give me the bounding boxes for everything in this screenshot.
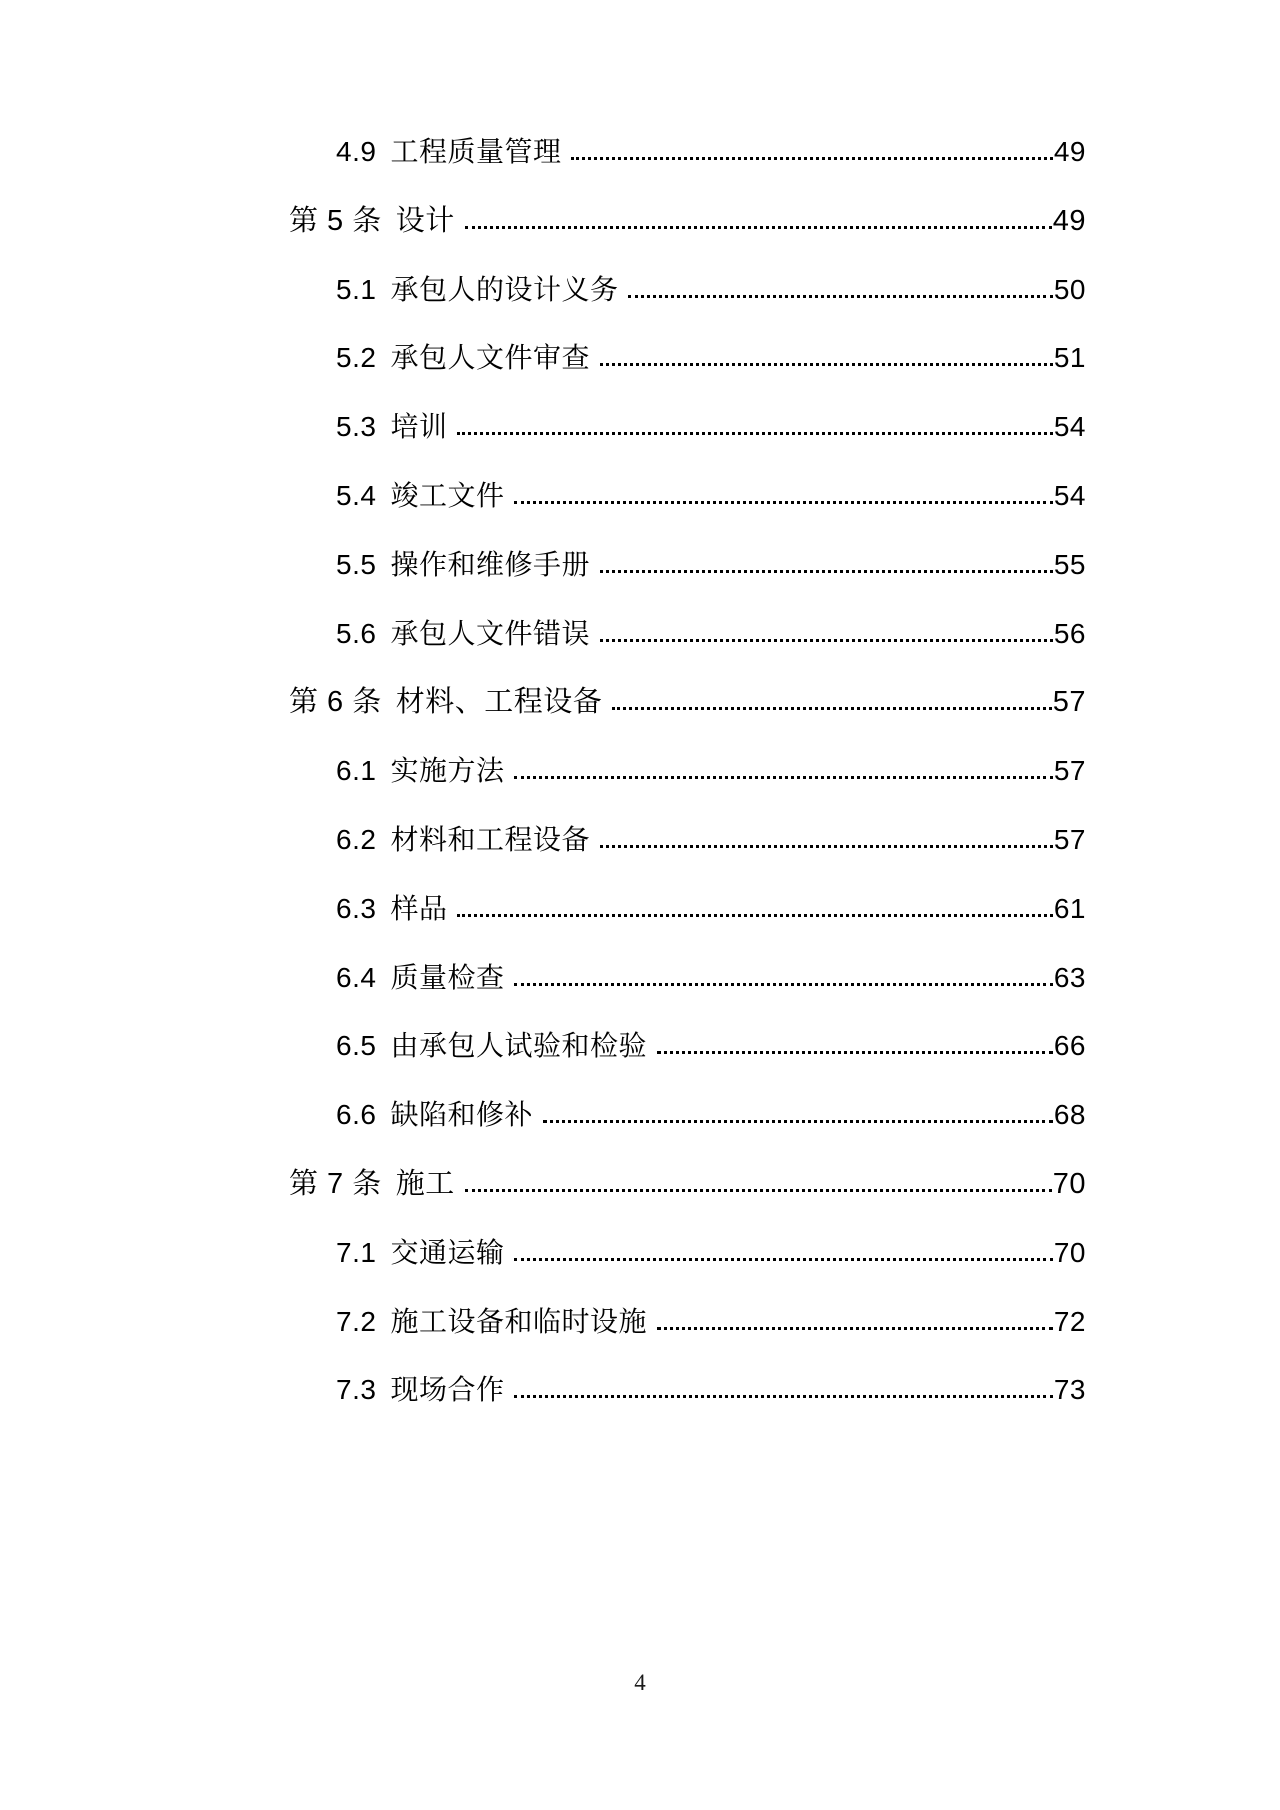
toc-dotted-leader [465,1189,1052,1192]
toc-entry-title: 施工设备和临时设施 [390,1305,647,1337]
toc-dotted-leader [543,1120,1053,1123]
toc-entry[interactable] [289,600,1086,669]
toc-entry[interactable] [289,462,1086,531]
toc-entry-number: 5.3 [336,411,377,443]
toc-entry[interactable] [289,1081,1086,1150]
toc-entry-page-number: 49 [1052,204,1086,237]
toc-entry-number: 5.4 [336,479,377,511]
toc-entry[interactable] [289,531,1086,600]
toc-dotted-leader [571,157,1052,160]
toc-entry-number: 第 7 条 [289,1167,382,1200]
toc-entry[interactable] [289,1012,1086,1081]
toc-entry-page-number: 72 [1053,1305,1086,1337]
toc-entry-page-number: 68 [1053,1099,1086,1131]
toc-entry-page-number: 49 [1053,136,1086,167]
toc-entry-page-number: 57 [1052,686,1086,719]
toc-entry-page-number: 70 [1053,1236,1086,1268]
toc-dotted-leader [514,776,1052,779]
toc-entry-number: 6.2 [336,823,377,855]
toc-entry-title: 实施方法 [390,755,505,787]
toc-entry-number: 5.6 [336,617,377,649]
toc-entry[interactable] [289,1150,1086,1219]
toc-entry-title: 施工 [395,1167,455,1200]
toc-entry-number: 6.6 [336,1099,377,1131]
toc-entry-title: 材料和工程设备 [390,823,590,855]
toc-dotted-leader [514,1258,1052,1261]
toc-entry-title: 竣工文件 [390,479,505,511]
toc-entry[interactable] [289,944,1086,1013]
toc-entry[interactable] [289,1288,1086,1357]
toc-dotted-leader [657,1327,1053,1330]
toc-entry-title: 承包人文件审查 [390,342,590,374]
toc-dotted-leader [457,914,1052,917]
toc-entry-number: 5.2 [336,342,377,374]
toc-entry-title: 承包人的设计义务 [390,273,619,305]
toc-dotted-leader [600,639,1053,642]
toc-entry-number: 6.4 [336,961,377,993]
toc-dotted-leader [514,983,1052,986]
toc-entry-page-number: 56 [1053,617,1086,649]
toc-dotted-leader [600,363,1053,366]
toc-entry-title: 设计 [395,204,455,237]
toc-entry-title: 材料、工程设备 [395,686,603,719]
toc-entry-title: 操作和维修手册 [390,548,590,580]
toc-entry-number: 第 5 条 [289,204,382,237]
toc-entry[interactable] [289,393,1086,462]
toc-entry-page-number: 73 [1053,1374,1086,1406]
toc-entry-title: 承包人文件错误 [390,617,590,649]
table-of-contents [289,118,1086,1425]
toc-entry-page-number: 70 [1052,1167,1086,1200]
toc-entry[interactable] [289,1356,1086,1425]
toc-entry-page-number: 63 [1053,961,1086,993]
toc-dotted-leader [628,295,1052,298]
toc-dotted-leader [465,226,1052,229]
page-footer [0,1668,1280,1698]
toc-entry-page-number: 55 [1053,548,1086,580]
toc-entry-title: 样品 [390,892,448,924]
footer-page-number: 4 [634,1670,646,1695]
toc-dotted-leader [600,570,1053,573]
toc-entry[interactable] [289,668,1086,737]
toc-entry[interactable] [289,1219,1086,1288]
toc-entry[interactable] [289,806,1086,875]
toc-dotted-leader [514,501,1052,504]
toc-entry-number: 7.3 [336,1374,377,1406]
toc-entry[interactable] [289,118,1086,187]
toc-entry-number: 7.1 [336,1236,377,1268]
toc-entry[interactable] [289,256,1086,325]
toc-entry[interactable] [289,187,1086,256]
toc-dotted-leader [657,1051,1053,1054]
toc-entry-number: 5.5 [336,548,377,580]
toc-entry-page-number: 54 [1053,411,1086,443]
toc-entry-number: 6.1 [336,755,377,787]
toc-entry[interactable] [289,875,1086,944]
toc-entry-page-number: 57 [1053,823,1086,855]
toc-entry-title: 现场合作 [390,1374,505,1406]
toc-dotted-leader [514,1395,1052,1398]
toc-entry-number: 6.5 [336,1030,377,1062]
toc-entry-page-number: 50 [1053,273,1086,305]
toc-entry-title: 工程质量管理 [390,136,562,167]
toc-entry-page-number: 66 [1053,1030,1086,1062]
toc-entry-title: 质量检查 [390,961,505,993]
toc-entry-page-number: 54 [1053,479,1086,511]
toc-entry-number: 4.9 [336,136,377,167]
toc-entry-page-number: 57 [1053,755,1086,787]
toc-dotted-leader [600,845,1053,848]
toc-entry[interactable] [289,737,1086,806]
toc-dotted-leader [612,707,1051,710]
toc-entry-number: 6.3 [336,892,377,924]
toc-entry-number: 5.1 [336,273,377,305]
toc-entry-title: 缺陷和修补 [390,1099,533,1131]
toc-dotted-leader [457,432,1052,435]
toc-entry-number: 7.2 [336,1305,377,1337]
toc-entry[interactable] [289,324,1086,393]
toc-entry-title: 由承包人试验和检验 [390,1030,647,1062]
toc-entry-title: 交通运输 [390,1236,505,1268]
toc-entry-page-number: 51 [1053,342,1086,374]
toc-entry-page-number: 61 [1053,892,1086,924]
toc-entry-number: 第 6 条 [289,686,382,719]
toc-entry-title: 培训 [390,411,448,443]
